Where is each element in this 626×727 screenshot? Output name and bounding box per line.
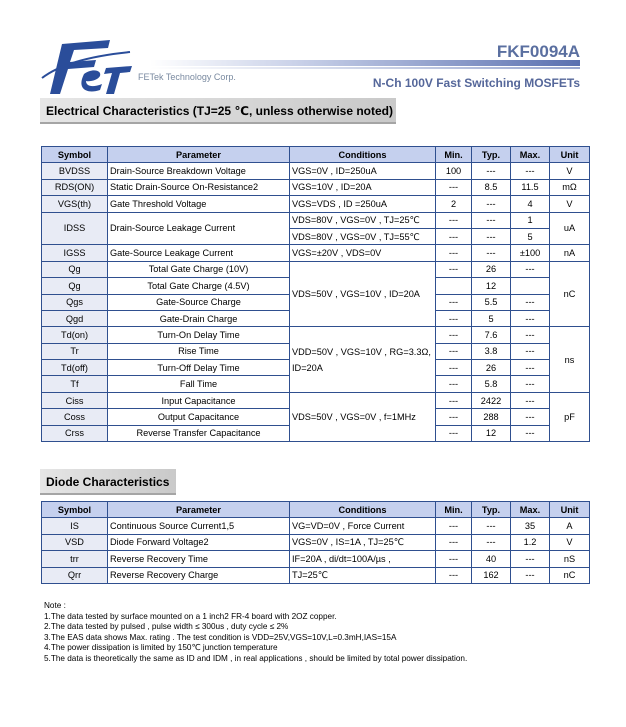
typ-cell: 162 (472, 567, 511, 583)
parameter-cell: Input Capacitance (108, 392, 290, 408)
symbol-cell: IDSS (42, 212, 108, 245)
notes (44, 601, 467, 665)
unit-cell: nS (550, 551, 590, 567)
symbol-cell: Td(on) (42, 327, 108, 343)
max-cell: --- (511, 327, 550, 343)
table-row (42, 245, 590, 261)
min-cell: --- (436, 294, 472, 310)
max-cell: --- (511, 567, 550, 583)
typ-cell: 7.6 (472, 327, 511, 343)
symbol-cell: trr (42, 551, 108, 567)
typ-cell: --- (472, 163, 511, 179)
parameter-cell: Reverse Recovery Charge (108, 567, 290, 583)
typ-cell: 8.5 (472, 179, 511, 195)
table-row (42, 567, 590, 583)
column-header: Unit (550, 147, 590, 163)
typ-cell: --- (472, 212, 511, 228)
table-row (42, 196, 590, 212)
column-header: Min. (436, 502, 472, 518)
conditions-cell: VDS=80V , VGS=0V , TJ=25℃ (290, 212, 436, 228)
parameter-cell: Output Capacitance (108, 409, 290, 425)
electrical-section-title: Electrical Characteristics (TJ=25 ℃, unless otherwise noted) (40, 98, 396, 124)
parameter-cell: Diode Forward Voltage2 (108, 534, 290, 550)
unit-cell: V (550, 196, 590, 212)
parameter-cell: Turn-On Delay Time (108, 327, 290, 343)
parameter-cell: Gate-Drain Charge (108, 310, 290, 326)
parameter-cell: Gate-Source Charge (108, 294, 290, 310)
note-line: Note : (44, 601, 66, 610)
symbol-cell: Qg (42, 278, 108, 294)
parameter-cell: Turn-Off Delay Time (108, 360, 290, 376)
max-cell: --- (511, 343, 550, 359)
conditions-cell: TJ=25℃ (290, 567, 436, 583)
symbol-cell: Td(off) (42, 360, 108, 376)
table-row (42, 392, 590, 408)
min-cell: --- (436, 567, 472, 583)
column-header: Symbol (42, 502, 108, 518)
conditions-cell: VGS=VDS , ID =250uA (290, 196, 436, 212)
unit-cell: nC (550, 567, 590, 583)
typ-cell: 26 (472, 261, 511, 277)
max-cell: 35 (511, 518, 550, 534)
max-cell: 5 (511, 228, 550, 244)
max-cell: ±100 (511, 245, 550, 261)
typ-cell: 5.8 (472, 376, 511, 392)
max-cell: --- (511, 163, 550, 179)
note-line: 4.The power dissipation is limited by 150℃ junction temperature (44, 643, 278, 653)
column-header: Typ. (472, 147, 511, 163)
max-cell: --- (511, 551, 550, 567)
symbol-cell: Qrr (42, 567, 108, 583)
column-header: Parameter (108, 502, 290, 518)
symbol-cell: Coss (42, 409, 108, 425)
symbol-cell: RDS(ON) (42, 179, 108, 195)
parameter-cell: Reverse Recovery Time (108, 551, 290, 567)
min-cell: 2 (436, 196, 472, 212)
fetek-logo (40, 38, 135, 96)
unit-cell: pF (550, 392, 590, 441)
conditions-cell: VGS=0V , ID=250uA (290, 163, 436, 179)
conditions-cell: IF=20A , di/dt=100A/µs , (290, 551, 436, 567)
max-cell: --- (511, 425, 550, 441)
parameter-cell: Drain-Source Breakdown Voltage (108, 163, 290, 179)
electrical-table (41, 146, 590, 442)
note-line: 5.The data is theoretically the same as ID and IDM , in real applications , should be limited by total power dissipation. (44, 653, 468, 663)
parameter-cell: Drain-Source Leakage Current (108, 212, 290, 245)
table-header-row (42, 502, 590, 518)
min-cell: --- (436, 310, 472, 326)
min-cell: --- (436, 179, 472, 195)
typ-cell: 26 (472, 360, 511, 376)
min-cell: --- (436, 360, 472, 376)
table-row (42, 179, 590, 195)
typ-cell: 2422 (472, 392, 511, 408)
symbol-cell: BVDSS (42, 163, 108, 179)
diode-section-title: Diode Characteristics (40, 469, 176, 495)
parameter-cell: Gate-Source Leakage Current (108, 245, 290, 261)
min-cell: --- (436, 245, 472, 261)
parameter-cell: Total Gate Charge (10V) (108, 261, 290, 277)
parameter-cell: Reverse Transfer Capacitance (108, 425, 290, 441)
conditions-cell: VG=VD=0V , Force Current (290, 518, 436, 534)
max-cell: --- (511, 360, 550, 376)
symbol-cell: Ciss (42, 392, 108, 408)
max-cell: 1.2 (511, 534, 550, 550)
company-name: FETek Technology Corp. (138, 72, 236, 82)
diode-table (41, 501, 590, 584)
min-cell: --- (436, 228, 472, 244)
max-cell (511, 278, 550, 294)
table-row (42, 518, 590, 534)
table-row (42, 534, 590, 550)
min-cell: --- (436, 551, 472, 567)
min-cell: --- (436, 518, 472, 534)
column-header: Typ. (472, 502, 511, 518)
column-header: Min. (436, 147, 472, 163)
column-header: Max. (511, 147, 550, 163)
max-cell: 4 (511, 196, 550, 212)
symbol-cell: IS (42, 518, 108, 534)
symbol-cell: Crss (42, 425, 108, 441)
conditions-cell (290, 327, 436, 393)
table-row (42, 261, 590, 277)
conditions-cell: VGS=±20V , VDS=0V (290, 245, 436, 261)
typ-cell: 5.5 (472, 294, 511, 310)
typ-cell: 12 (472, 278, 511, 294)
column-header: Parameter (108, 147, 290, 163)
parameter-cell: Gate Threshold Voltage (108, 196, 290, 212)
table-header-row (42, 147, 590, 163)
min-cell: --- (436, 376, 472, 392)
column-header: Symbol (42, 147, 108, 163)
table-row (42, 327, 590, 343)
symbol-cell: Tf (42, 376, 108, 392)
unit-cell: ns (550, 327, 590, 393)
parameter-cell: Continuous Source Current1,5 (108, 518, 290, 534)
typ-cell: --- (472, 228, 511, 244)
conditions-cell: VDS=50V , VGS=0V , f=1MHz (290, 392, 436, 441)
symbol-cell: IGSS (42, 245, 108, 261)
symbol-cell: VSD (42, 534, 108, 550)
note-line: 3.The EAS data shows Max. rating . The test condition is VDD=25V,VGS=10V,L=0.3mH,IAS=15A (44, 632, 397, 642)
header-bar-line (150, 67, 580, 69)
symbol-cell: VGS(th) (42, 196, 108, 212)
max-cell: --- (511, 409, 550, 425)
conditions-cell: VGS=0V , IS=1A , TJ=25℃ (290, 534, 436, 550)
typ-cell: --- (472, 245, 511, 261)
table-row (42, 212, 590, 228)
symbol-cell: Qgd (42, 310, 108, 326)
min-cell: --- (436, 425, 472, 441)
unit-cell: nA (550, 245, 590, 261)
parameter-cell: Rise Time (108, 343, 290, 359)
min-cell: --- (436, 261, 472, 277)
unit-cell: nC (550, 261, 590, 327)
min-cell: --- (436, 212, 472, 228)
max-cell: --- (511, 261, 550, 277)
max-cell: --- (511, 294, 550, 310)
unit-cell: V (550, 534, 590, 550)
typ-cell: --- (472, 518, 511, 534)
symbol-cell: Qgs (42, 294, 108, 310)
unit-cell: V (550, 163, 590, 179)
max-cell: --- (511, 376, 550, 392)
parameter-cell: Total Gate Charge (4.5V) (108, 278, 290, 294)
min-cell: --- (436, 534, 472, 550)
min-cell: 100 (436, 163, 472, 179)
max-cell: --- (511, 310, 550, 326)
table-row (42, 163, 590, 179)
table-row (42, 551, 590, 567)
max-cell: --- (511, 392, 550, 408)
parameter-cell: Fall Time (108, 376, 290, 392)
symbol-cell: Qg (42, 261, 108, 277)
typ-cell: --- (472, 196, 511, 212)
conditions-cell: VDS=50V , VGS=10V , ID=20A (290, 261, 436, 327)
switching-conditions-line: VDD=50V , VGS=10V , RG=3.3Ω, (292, 346, 431, 357)
min-cell: --- (436, 343, 472, 359)
column-header: Max. (511, 502, 550, 518)
max-cell: 1 (511, 212, 550, 228)
typ-cell: 12 (472, 425, 511, 441)
typ-cell: 40 (472, 551, 511, 567)
typ-cell: --- (472, 534, 511, 550)
unit-cell: A (550, 518, 590, 534)
min-cell: --- (436, 392, 472, 408)
conditions-cell: VDS=80V , VGS=0V , TJ=55℃ (290, 228, 436, 244)
unit-cell: uA (550, 212, 590, 245)
switching-conditions-line: ID=20A (292, 362, 323, 373)
symbol-cell: Tr (42, 343, 108, 359)
column-header: Unit (550, 502, 590, 518)
parameter-cell: Static Drain-Source On-Resistance2 (108, 179, 290, 195)
max-cell: 11.5 (511, 179, 550, 195)
part-number: FKF0094A (496, 42, 580, 61)
conditions-cell: VGS=10V , ID=20A (290, 179, 436, 195)
unit-cell: mΩ (550, 179, 590, 195)
typ-cell: 5 (472, 310, 511, 326)
note-line: 2.The data tested by pulsed , pulse width ≤ 300us , duty cycle ≤ 2% (44, 622, 289, 632)
min-cell: --- (436, 327, 472, 343)
typ-cell: 288 (472, 409, 511, 425)
typ-cell: 3.8 (472, 343, 511, 359)
min-cell (436, 278, 472, 294)
column-header: Conditions (290, 502, 436, 518)
min-cell: --- (436, 409, 472, 425)
note-line: 1.The data tested by surface mounted on a 1 inch2 FR-4 board with 2OZ copper. (44, 611, 337, 621)
column-header: Conditions (290, 147, 436, 163)
product-subtitle: N-Ch 100V Fast Switching MOSFETs (372, 76, 580, 90)
